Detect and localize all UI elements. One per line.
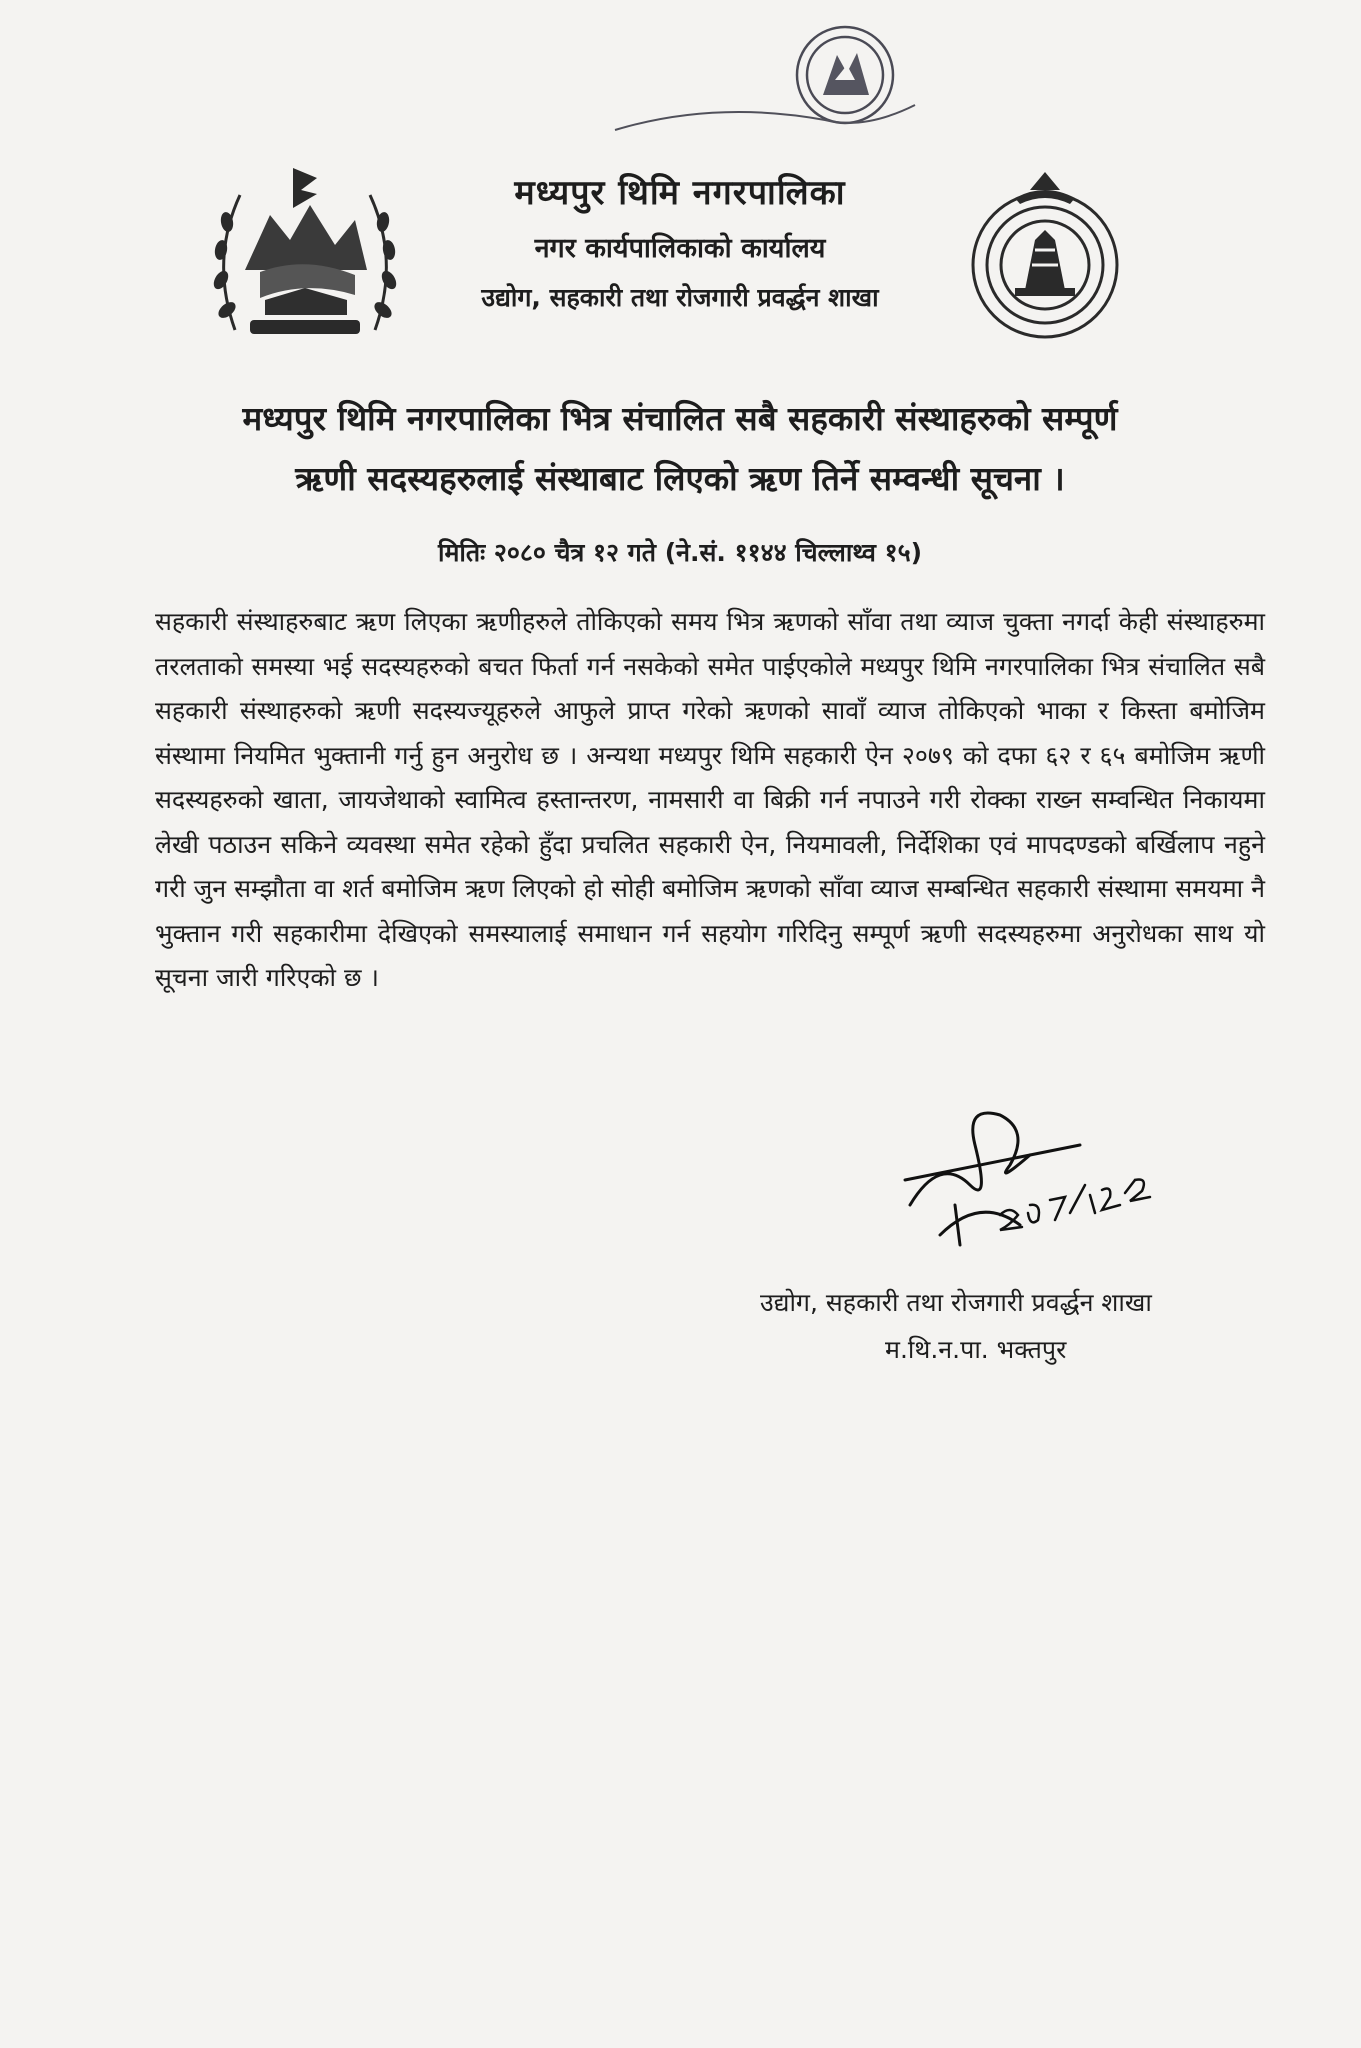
branch-name: उद्योग, सहकारी तथा रोजगारी प्रवर्द्धन शाखा bbox=[481, 283, 879, 312]
notice-date: मितिः २०८० चैत्र १२ गते (ने.सं. ११४४ चिल्लाथ्व १५) bbox=[437, 538, 923, 567]
signatory-office: म.थि.न.पा. भक्तपुर bbox=[885, 1335, 1067, 1364]
municipality-name: मध्यपुर थिमि नगरपालिका bbox=[514, 173, 846, 213]
handwritten-signature-icon bbox=[880, 1085, 1160, 1260]
notice-body: सहकारी संस्थाहरुबाट ऋण लिएका ऋणीहरुले तोकिएको समय भित्र ऋणको साँवा तथा व्याज चुक्ता नगर्दा केही संस्थाहरुमा तरलताको समस्या भई सदस्यहरुको बचत फिर्ता गर्न नसकेको समेत पाईएकोले मध्यपुर थिमि नगरपालिका भित्र संचालित सबै सहकारी संस्थाहरुको ऋणी सदस्यज्यूहरुले आफुले प्राप्त गरेको ऋणको सावाँ व्याज तोकिएको भाका र किस्ता बमोजिम संस्थामा नियमित भुक्तानी गर्नु हुन अनुरोध छ । अन्यथा मध्यपुर थिमि सहकारी ऐन २०७९ को दफा ६२ र ६५ बमोजिम ऋणी सदस्यहरुको खाता, जायजेथाको स्वामित्व हस्तान्तरण, नामसारी वा बिक्री गर्न नपाउने गरी रोक्का राख्न सम्वन्धित निकायमा लेखी पठाउन सकिने व्यवस्था समेत रहेको हुँदा प्रचलित सहकारी ऐन, नियमावली, निर्देशिका एवं मापदण्डको बर्खिलाप नहुने गरी जुन सम्झौता वा शर्त बमोजिम ऋण लिएको हो सोही बमोजिम ऋणको साँवा व्याज सम्बन्धित सहकारी संस्थामा समयमा नै भुक्तान गरी सहकारीमा देखिएको समस्यालाई समाधान गर्न सहयोग गरिदिनु सम्पूर्ण ऋणी सदस्यहरुमा अनुरोधका साथ यो सूचना जारी गरिएको छ । bbox=[155, 607, 1265, 992]
notice-subject-line-2: ऋणी सदस्यहरुलाई संस्थाबाट लिएको ऋण तिर्ने सम्वन्धी सूचना । bbox=[295, 459, 1065, 498]
signatory-branch: उद्योग, सहकारी तथा रोजगारी प्रवर्द्धन शाखा bbox=[760, 1288, 1152, 1317]
office-stamp-icon bbox=[585, 25, 945, 175]
notice-subject-line-1: मध्यपुर थिमि नगरपालिका भित्र संचालित सबै सहकारी संस्थाहरुको सम्पूर्ण bbox=[242, 399, 1118, 438]
office-name: नगर कार्यपालिकाको कार्यालय bbox=[534, 233, 826, 264]
